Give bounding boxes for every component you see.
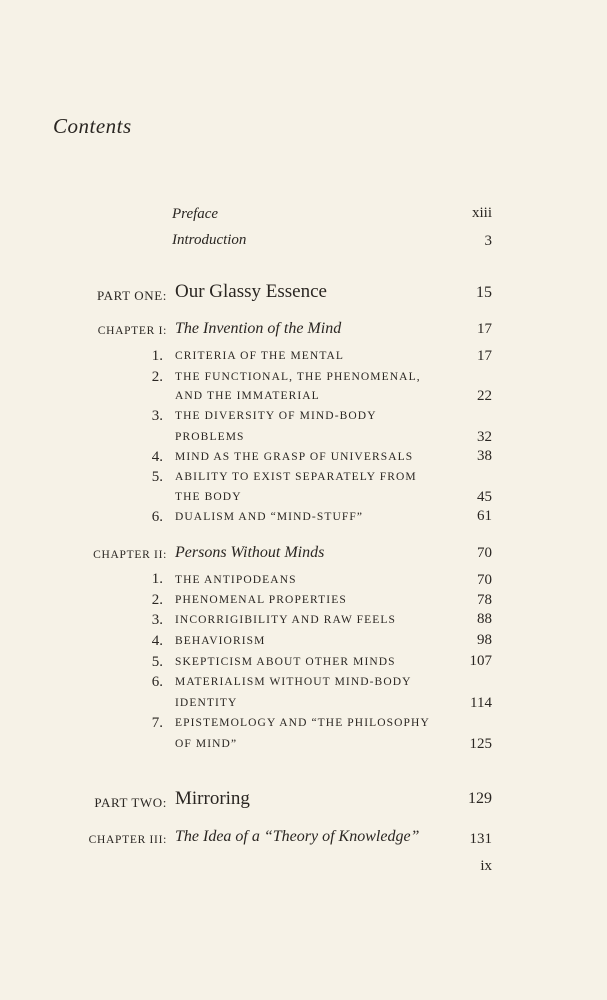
section-title[interactable]: MATERIALISM WITHOUT MIND-BODY — [175, 676, 412, 688]
chapter-three-title[interactable]: The Idea of a “Theory of Knowledge” — [175, 828, 420, 845]
toc-page-preface: xiii — [471, 205, 492, 221]
toc-entry-preface[interactable]: Preface — [172, 206, 219, 222]
section-page: 114 — [470, 695, 492, 711]
section-page: 32 — [477, 429, 492, 445]
section-page: 78 — [477, 592, 492, 608]
chapter-two-page: 70 — [477, 545, 492, 561]
section-number: 5. — [151, 469, 163, 485]
section-title[interactable]: DUALISM AND “MIND-STUFF” — [175, 511, 364, 523]
section-page: 125 — [469, 736, 492, 752]
section-title[interactable]: ABILITY TO EXIST SEPARATELY FROM — [175, 471, 417, 483]
section-page: 38 — [477, 448, 492, 464]
section-number: 4. — [151, 633, 163, 649]
section-title[interactable]: CRITERIA OF THE MENTAL — [175, 350, 345, 362]
section-number: 2. — [151, 592, 163, 608]
section-number: 6. — [151, 509, 163, 525]
section-title-continued[interactable]: OF MIND” — [175, 738, 238, 750]
section-title[interactable]: THE FUNCTIONAL, THE PHENOMENAL, — [175, 371, 421, 383]
toc-entry-introduction[interactable]: Introduction — [172, 232, 247, 248]
page-number: ix — [480, 858, 492, 874]
section-page: 22 — [477, 388, 492, 404]
section-title[interactable]: THE DIVERSITY OF MIND-BODY — [175, 410, 377, 422]
section-number: 4. — [151, 449, 163, 465]
section-title-continued[interactable]: PROBLEMS — [175, 431, 245, 443]
section-number: 6. — [151, 674, 163, 690]
section-title-continued[interactable]: THE BODY — [175, 491, 242, 503]
chapter-two-label: CHAPTER II: — [93, 549, 167, 561]
section-number: 1. — [151, 348, 163, 364]
section-title[interactable]: THE ANTIPODEANS — [175, 574, 297, 586]
toc-page-introduction: 3 — [484, 233, 492, 249]
section-number: 2. — [151, 369, 163, 385]
section-title[interactable]: EPISTEMOLOGY AND “THE PHILOSOPHY — [175, 717, 430, 729]
page-title: Contents — [53, 114, 132, 138]
chapter-one-page: 17 — [477, 321, 492, 337]
chapter-one-title[interactable]: The Invention of the Mind — [175, 320, 342, 337]
section-number: 7. — [151, 715, 163, 731]
section-page: 70 — [477, 572, 492, 588]
section-page: 17 — [477, 348, 492, 364]
part-two-page: 129 — [468, 790, 492, 807]
section-number: 5. — [151, 654, 163, 670]
section-title[interactable]: MIND AS THE GRASP OF UNIVERSALS — [175, 451, 414, 463]
chapter-two-title[interactable]: Persons Without Minds — [175, 544, 325, 561]
section-title-continued[interactable]: AND THE IMMATERIAL — [175, 390, 320, 402]
part-one-page: 15 — [476, 284, 492, 301]
part-one-title[interactable]: Our Glassy Essence — [175, 281, 327, 302]
section-title-continued[interactable]: IDENTITY — [175, 697, 238, 709]
section-title[interactable]: SKEPTICISM ABOUT OTHER MINDS — [175, 656, 396, 668]
section-page: 61 — [477, 508, 492, 524]
section-page: 88 — [477, 611, 492, 627]
section-page: 98 — [477, 632, 492, 648]
part-two-label: PART TWO: — [94, 795, 167, 810]
section-number: 3. — [151, 408, 163, 424]
section-page: 45 — [477, 489, 492, 505]
chapter-three-label: CHAPTER III: — [88, 834, 167, 846]
part-one-label: PART ONE: — [96, 288, 167, 303]
section-title[interactable]: BEHAVIORISM — [175, 635, 266, 647]
chapter-one-label: CHAPTER I: — [97, 325, 167, 337]
section-title[interactable]: PHENOMENAL PROPERTIES — [175, 594, 347, 606]
part-two-title[interactable]: Mirroring — [175, 788, 250, 809]
section-number: 3. — [151, 612, 163, 628]
chapter-three-page: 131 — [469, 831, 492, 847]
section-number: 1. — [151, 571, 163, 587]
section-title[interactable]: INCORRIGIBILITY AND RAW FEELS — [175, 614, 397, 626]
section-page: 107 — [469, 653, 492, 669]
